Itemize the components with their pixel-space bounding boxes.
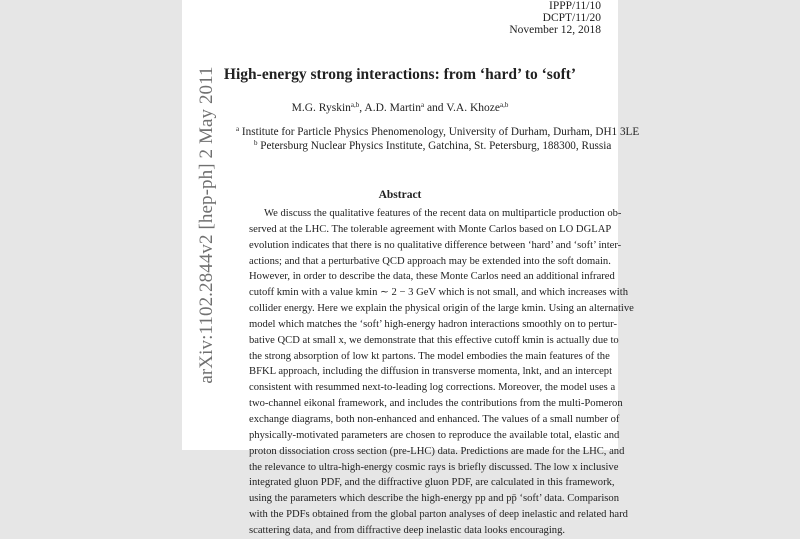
report-number: IPPP/11/10 (549, 0, 601, 12)
author-separator: , (359, 102, 365, 114)
abstract-heading: Abstract (378, 189, 422, 201)
abstract-line: cutoff kmin with a value kmin ∼ 2 − 3 GeV which is not small, and which increases with (249, 287, 628, 299)
abstract-line: consistent with resummed next-to-leading log corrections. Moreover, the model uses a (249, 382, 616, 394)
abstract-line: However, in order to describe the data, these Monte Carlos need an additional infrared (249, 271, 615, 283)
arxiv-stamp: arXiv:1102.2844v2 [hep-ph] 2 May 2011 (196, 66, 217, 384)
affiliation-mark: a (236, 125, 240, 133)
affiliation (236, 125, 640, 138)
abstract-line: We discuss the qualitative features of the recent data on multiparticle production ob- (264, 208, 622, 219)
affiliation (254, 140, 634, 152)
author-separator: and (424, 102, 447, 114)
abstract-body (249, 206, 634, 539)
abstract-line: bative QCD at small x, we demonstrate that this effective cutoff kmin is actually due to (249, 334, 619, 346)
author-affiliation-mark: a,b (350, 101, 360, 109)
author-name: M.G. Ryskin (291, 102, 351, 114)
author-list (182, 102, 618, 114)
author-affiliation-mark: a (420, 101, 425, 109)
abstract-line: exchange diagrams, both non-enhanced and enhanced. The values of a small number of (249, 413, 620, 425)
abstract-line: model which matches the ‘soft’ high-energy hadron interactions smoothly on to pertur- (249, 318, 618, 330)
abstract-line: integrated gluon PDF, and the diffractive gluon PDF, are calculated in this framework, (249, 477, 615, 489)
abstract-line: two-channel eikonal framework, and includes the contributions from the multi-Pomeron (249, 398, 623, 410)
abstract-line: actions; and that a perturbative QCD approach may be extended into the soft domain. (249, 255, 611, 267)
abstract-line: evolution indicates that there is no qualitative difference between ‘hard’ and ‘soft’ inter- (249, 239, 622, 251)
preprint-info (420, 0, 601, 36)
abstract-line: with the PDFs obtained from the global parton analyses of deep inelastic and related hard (249, 509, 628, 521)
author-name: V.A. Khoze (446, 102, 500, 114)
abstract-line: physically-motivated parameters are chosen to reproduce the available total, elastic and (249, 429, 620, 441)
affiliation-text: Institute for Particle Physics Phenomenology, University of Durham, Durham, DH1 3LE (239, 126, 640, 138)
abstract-line: using the parameters which describe the high-energy pp and pp̄ ‘soft’ data. Comparison (249, 493, 619, 505)
abstract-line: the relevance to ultra-high-energy cosmic rays is briefly discussed. The low x inclusive (249, 461, 619, 473)
abstract-line: scattering data, and from diffractive deep inelastic data looks encouraging. (249, 524, 566, 536)
author-name: A.D. Martin (364, 102, 421, 114)
author-affiliation-mark: a,b (500, 101, 509, 109)
affiliation-mark: b (254, 139, 258, 147)
abstract-line: the strong absorption of low kt partons. The model embodies the main features of the (249, 350, 610, 362)
report-number: DCPT/11/20 (542, 12, 601, 24)
date: November 12, 2018 (509, 24, 601, 36)
abstract-line: collider energy. Here we explain the physical origin of the large kmin. Using an alternative (249, 303, 634, 315)
abstract-line: served at the LHC. The tolerable agreement with Monte Carlos based on LO DGLAP (249, 223, 612, 235)
affiliation-text: Petersburg Nuclear Physics Institute, Gatchina, St. Petersburg, 188300, Russia (257, 140, 612, 152)
abstract-line: proton dissociation cross section (pre-LHC) data. Predictions are made for the LHC, and (249, 445, 625, 457)
abstract-line: BFKL approach, including the diffusion in transverse momenta, lnkt, and an intercept (249, 366, 613, 378)
paper-title: High-energy strong interactions: from ‘hard’ to ‘soft’ (223, 66, 577, 83)
